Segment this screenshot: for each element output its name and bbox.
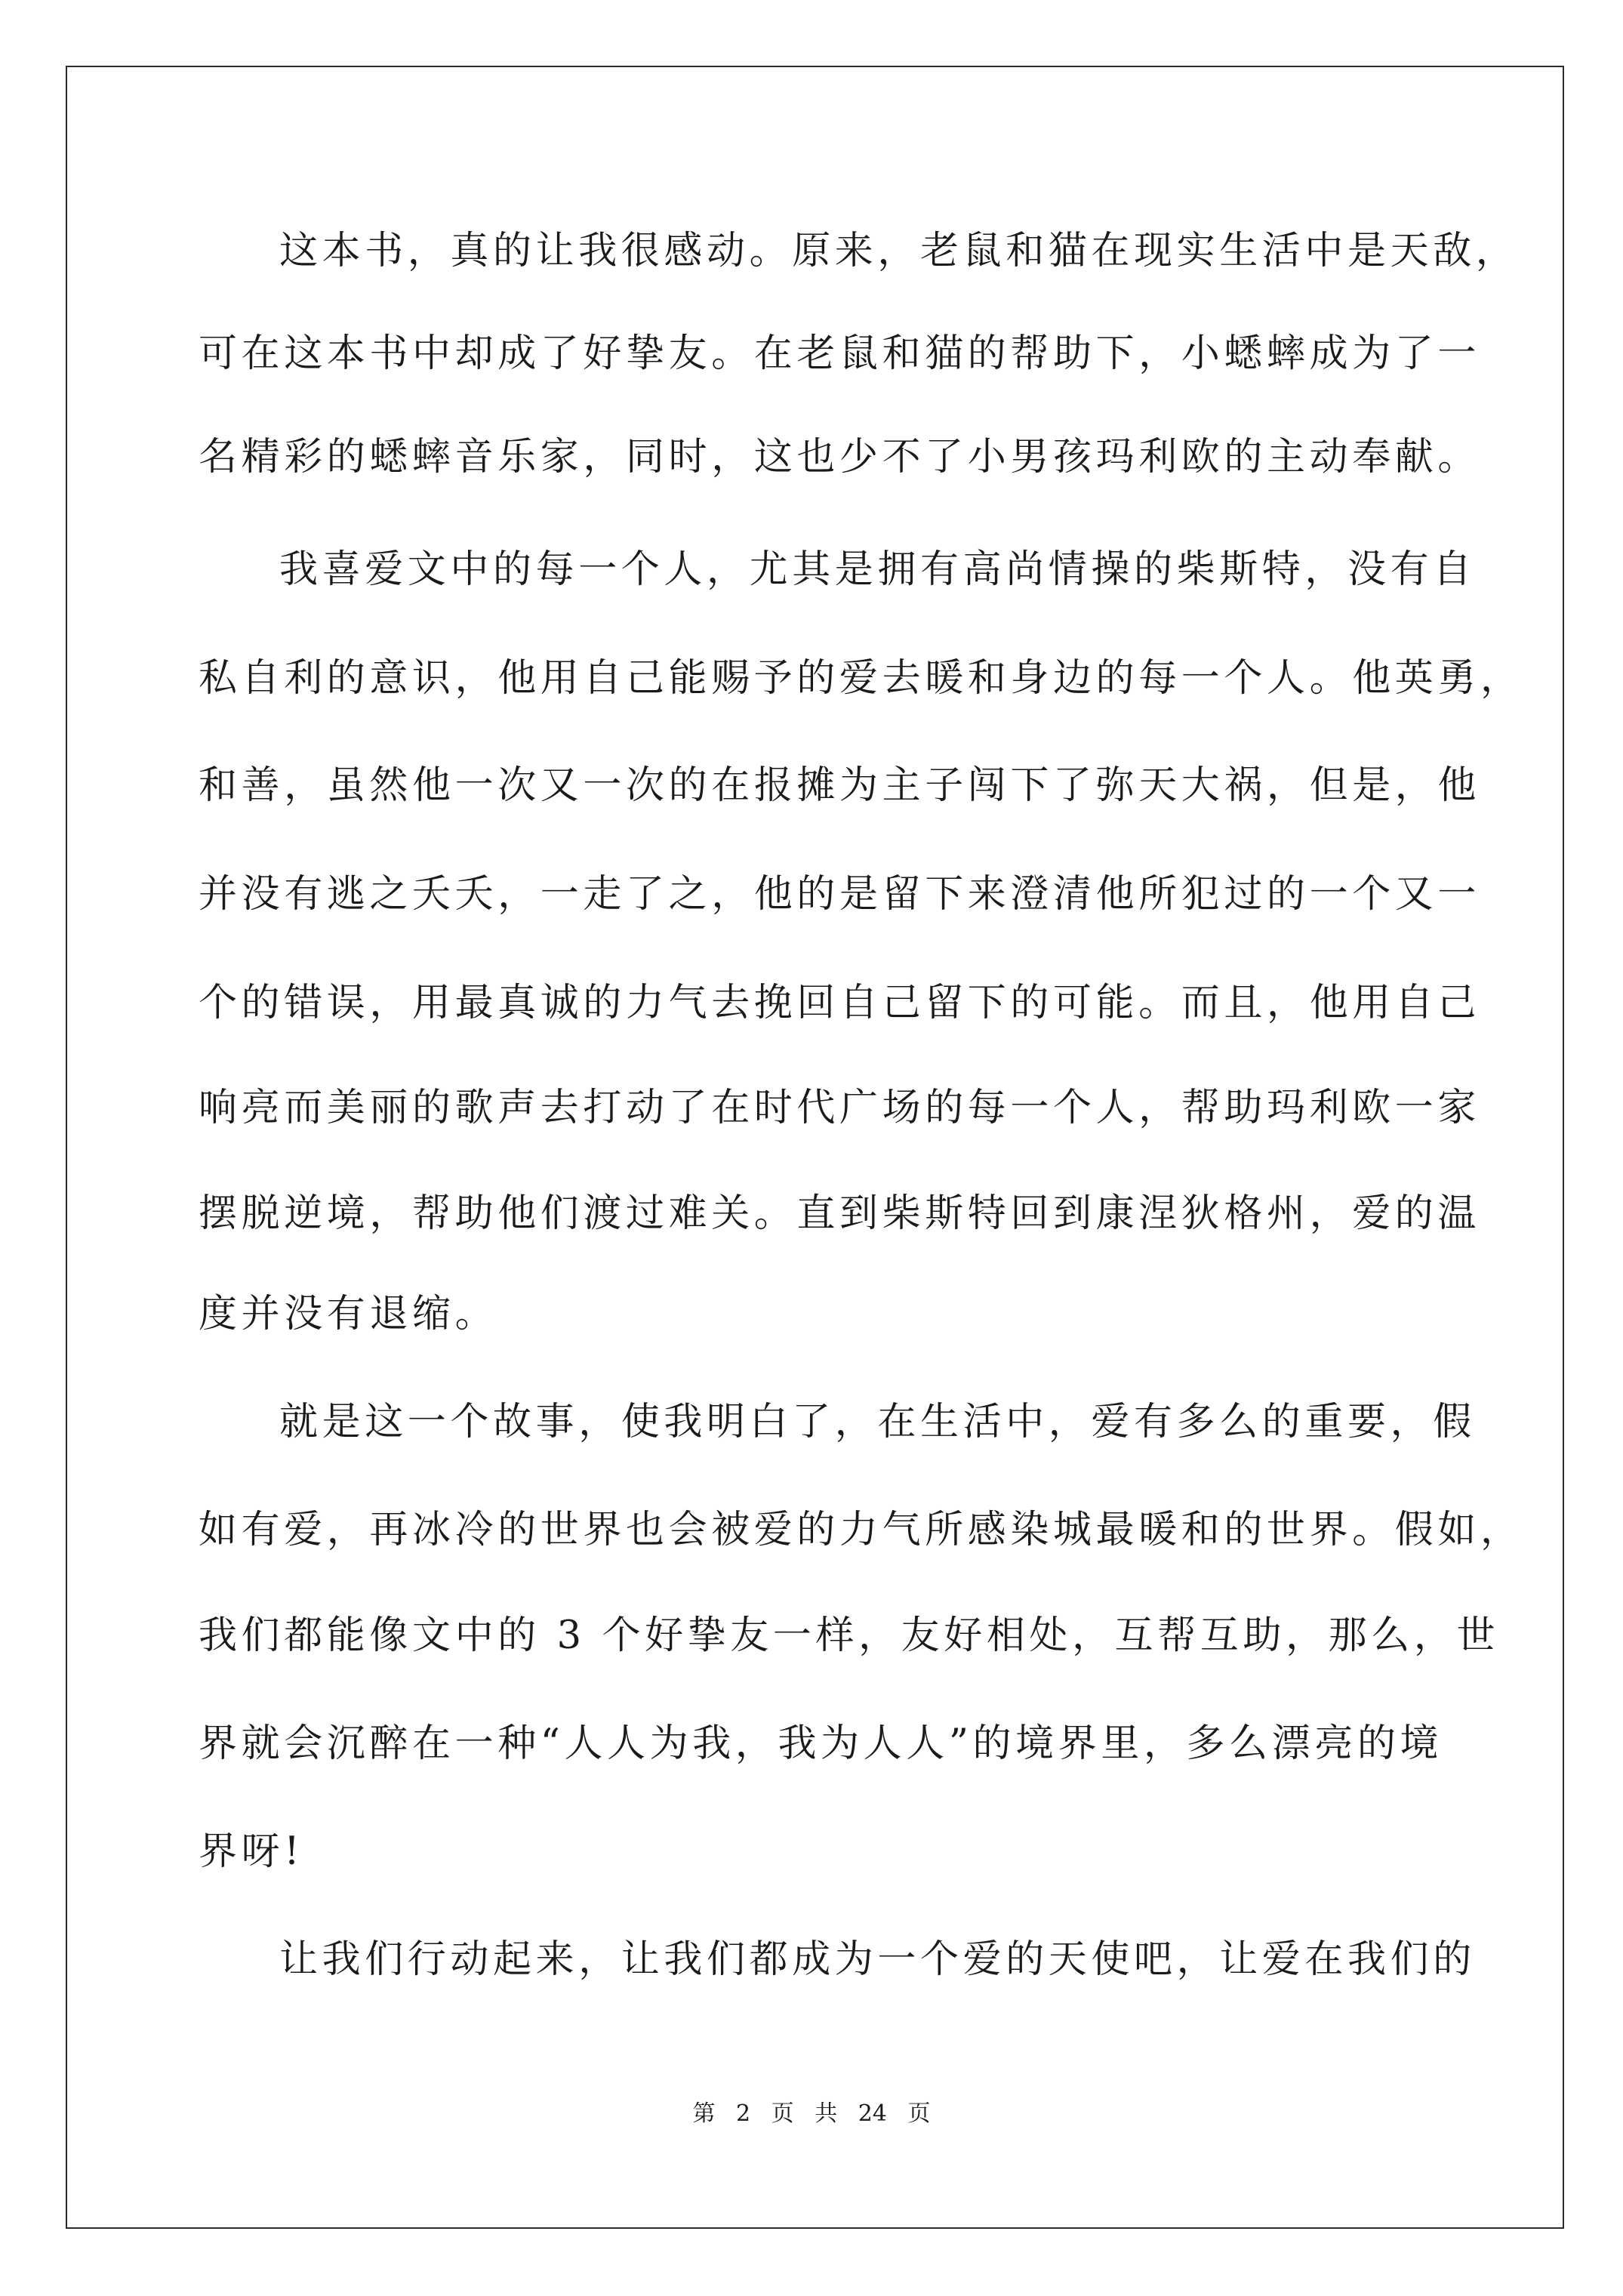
- page-number: 第 2 页: [692, 2100, 794, 2127]
- text-line: 摆脱逆境，帮助他们渡过难关。直到柴斯特回到康涅狄格州，爱的温: [199, 1191, 1481, 1236]
- text-line: 界呀!: [199, 1829, 304, 1874]
- text-line: 名精彩的蟋蟀音乐家，同时，这也少不了小男孩玛利欧的主动奉献。: [199, 435, 1481, 479]
- page-footer: [0, 2094, 1623, 2128]
- text-line: 私自利的意识，他用自己能赐予的爱去暖和身边的每一个人。他英勇，: [199, 656, 1523, 701]
- page-total: 共 24 页: [815, 2100, 931, 2127]
- text-line: 可在这本书中却成了好挚友。在老鼠和猫的帮助下，小蟋蟀成为了一: [199, 331, 1481, 376]
- text-line: 并没有逃之夭夭，一走了之，他的是留下来澄清他所犯过的一个又一: [199, 872, 1481, 917]
- text-line: 度并没有退缩。: [199, 1292, 498, 1336]
- text-line: 这本书，真的让我很感动。原来，老鼠和猫在现实生活中是天敌，: [279, 229, 1519, 273]
- text-line: 响亮而美丽的歌声去打动了在时代广场的每一个人，帮助玛利欧一家: [199, 1086, 1481, 1130]
- text-line: 让我们行动起来，让我们都成为一个爱的天使吧，让爱在我们的: [279, 1937, 1476, 1982]
- text-line: 就是这一个故事，使我明白了，在生活中，爱有多么的重要，假: [279, 1400, 1476, 1444]
- text-line: 和善，虽然他一次又一次的在报摊为主子闯下了弥天大祸，但是，他: [199, 763, 1481, 808]
- text-line: 我喜爱文中的每一个人，尤其是拥有高尚情操的柴斯特，没有自: [279, 547, 1476, 592]
- text-line: 我们都能像文中的 3 个好挚友一样，友好相处，互帮互助，那么，世: [199, 1613, 1500, 1658]
- text-line: 界就会沉醉在一种“人人为我，我为人人”的境界里，多么漂亮的境: [199, 1721, 1443, 1766]
- text-line: 个的错误，用最真诚的力气去挽回自己留下的可能。而且，他用自己: [199, 981, 1481, 1025]
- text-line: 如有爱，再冰冷的世界也会被爱的力气所感染城最暖和的世界。假如，: [199, 1508, 1523, 1552]
